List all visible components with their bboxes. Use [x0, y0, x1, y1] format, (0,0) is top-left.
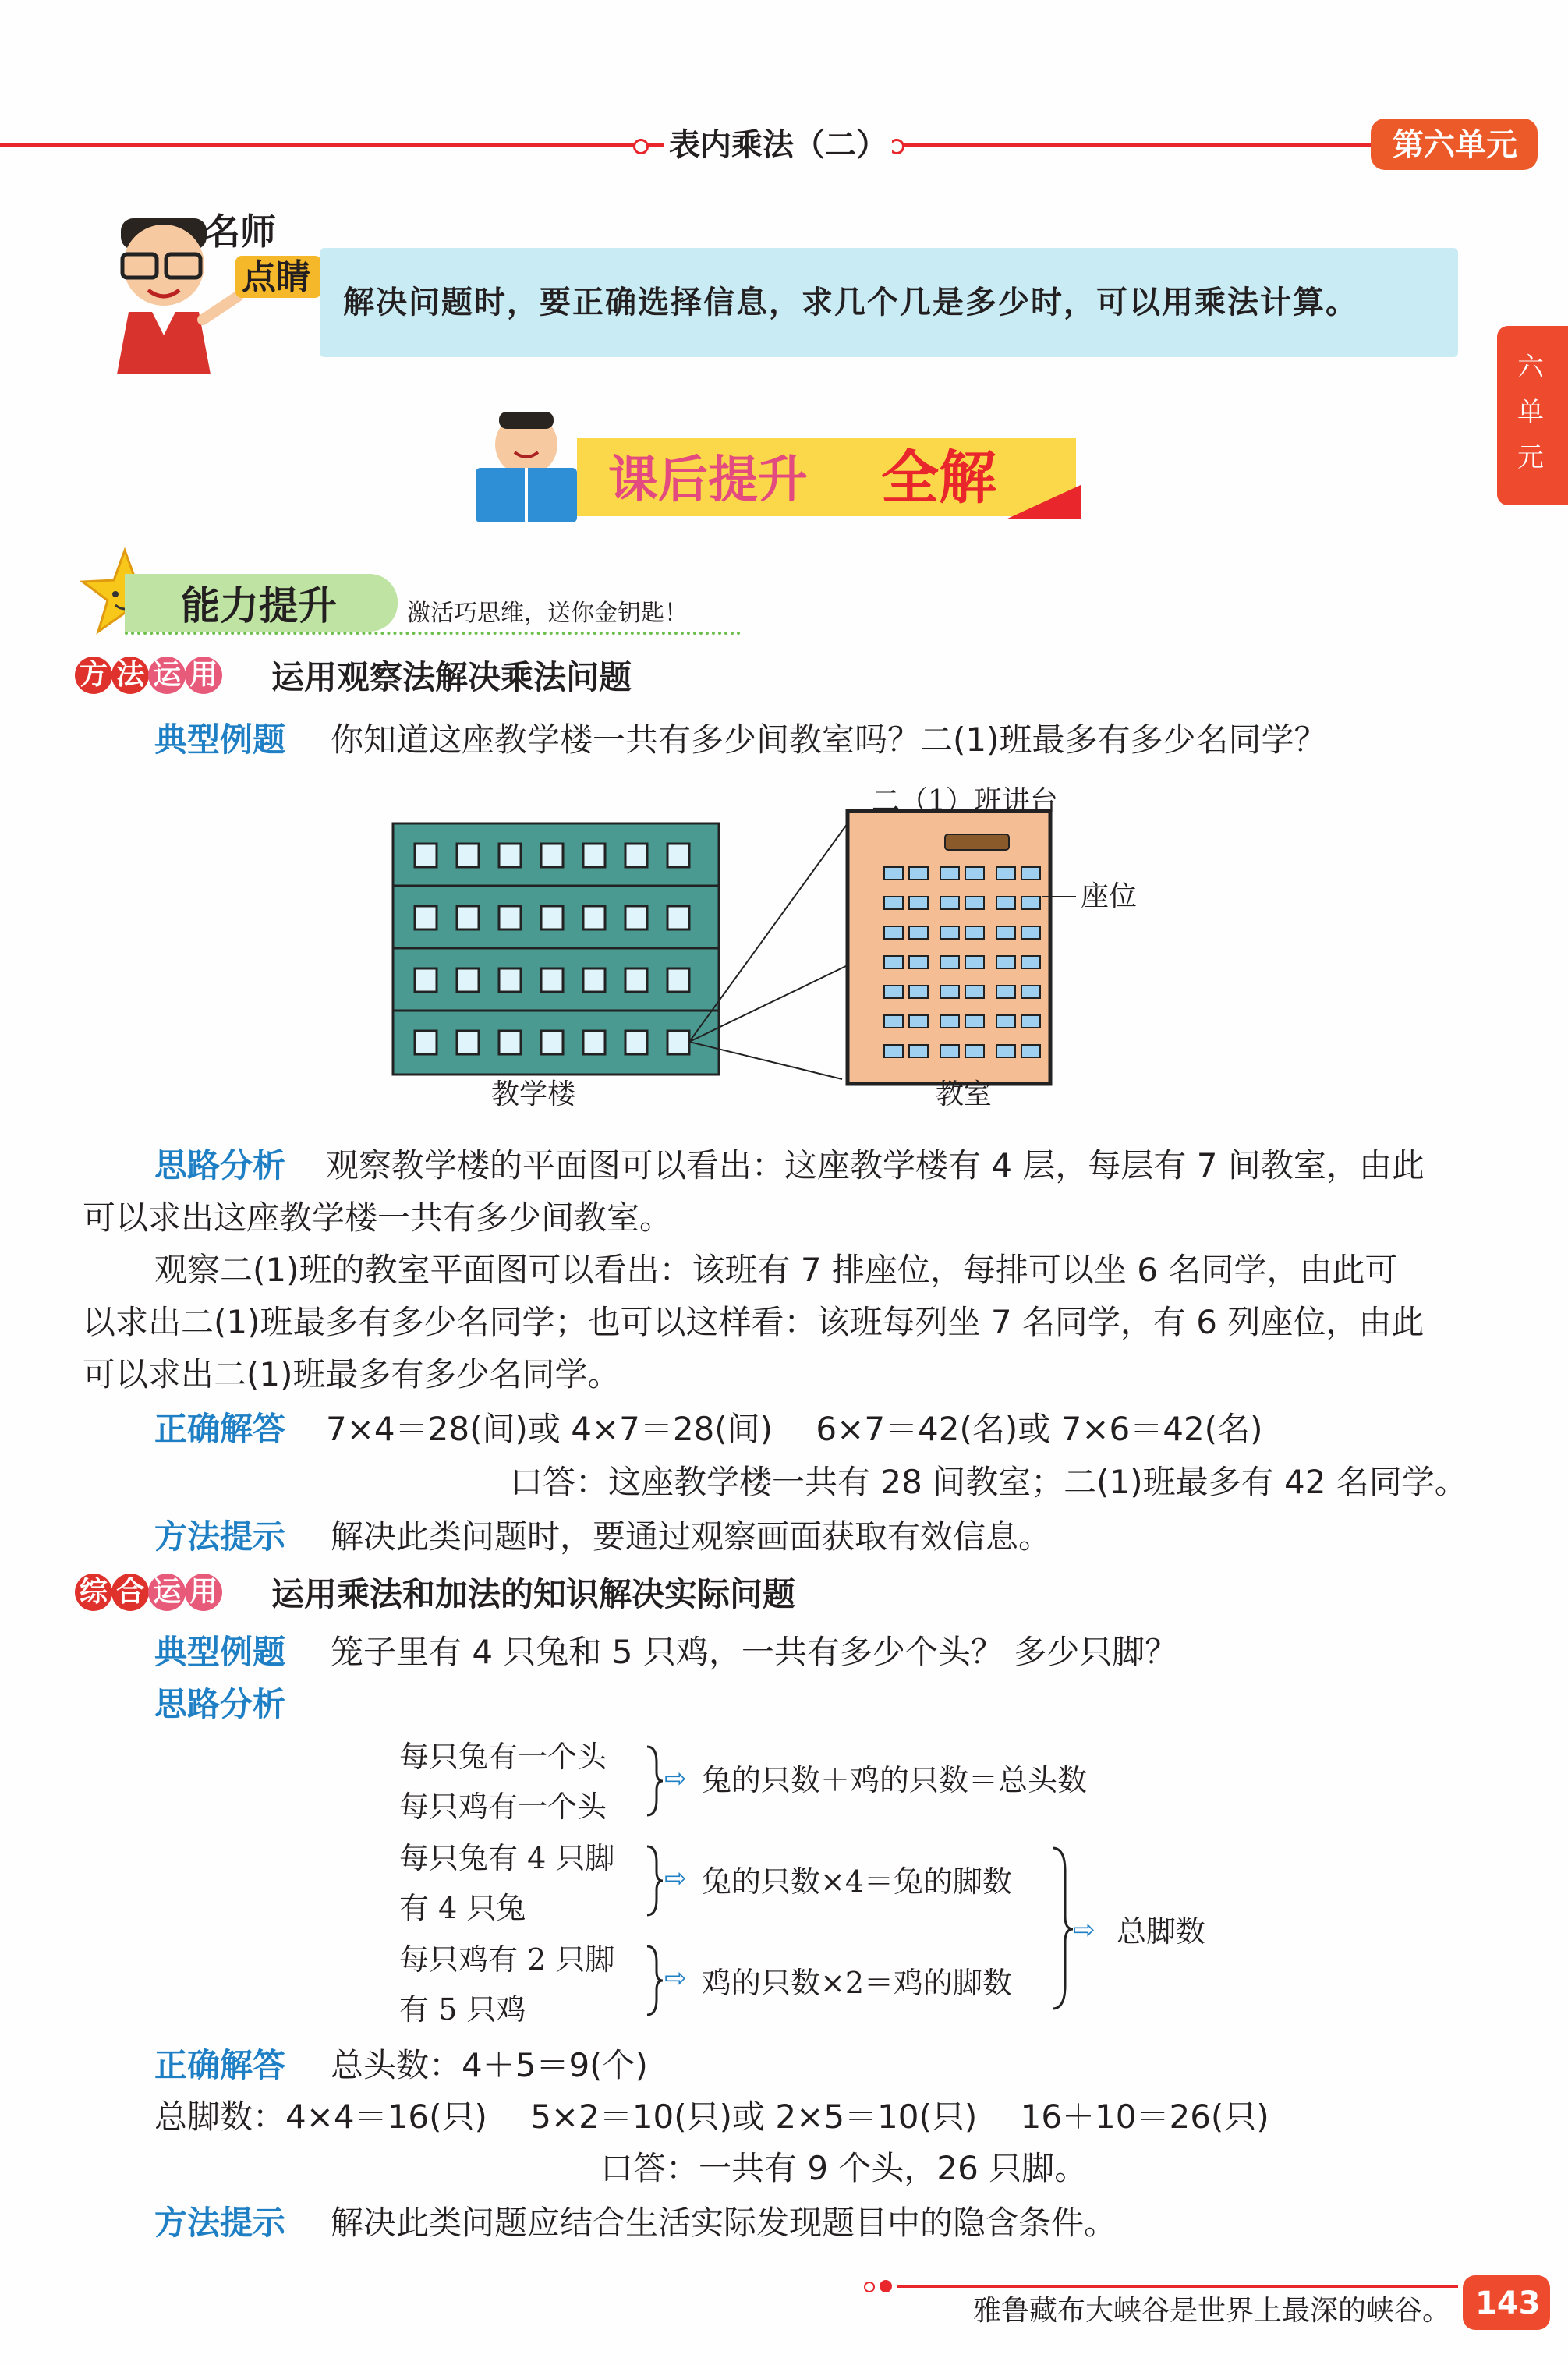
- part1-analysis-label: 思路分析: [154, 1146, 286, 1184]
- footer-dot: [864, 2282, 875, 2292]
- fig-seat-label: 座位: [1081, 880, 1138, 912]
- tip-text: 解决问题时，要正确选择信息，求几个几是多少时，可以用乘法计算。: [343, 284, 1358, 320]
- header-title: 表内乘法（二）: [664, 129, 892, 161]
- part2-answer-label: 正确解答: [154, 2046, 286, 2084]
- d-chicken-count: 有 5 只鸡: [399, 1992, 526, 2027]
- footer-fact: 雅鲁藏布大峡谷是世界上最深的峡谷。: [973, 2295, 1451, 2327]
- part1-answer-label: 正确解答: [154, 1410, 286, 1448]
- classroom-icon: [848, 811, 1050, 1084]
- part1-answer-text: 口答：这座教学楼一共有 28 间教室；二(1)班最多有 42 名同学。: [510, 1463, 1467, 1501]
- part1-analysis-p1a: 观察教学楼的平面图可以看出：这座教学楼有 4 层，每层有 7 间教室，由此: [326, 1146, 1425, 1184]
- unit-tab-label: 第六单元: [1393, 127, 1517, 163]
- part2-answer-line3: 口答：一共有 9 个头，26 只脚。: [600, 2149, 1088, 2187]
- comp-badge-char-1: 综: [75, 1574, 112, 1611]
- part1-example-text: 你知道这座教学楼一共有多少间教室吗？二(1)班最多有多少名同学？: [331, 720, 1327, 759]
- method-badge-char-2: 法: [111, 657, 149, 694]
- part1-analysis-p1b: 可以求出这座教学楼一共有多少间教室。: [83, 1198, 673, 1237]
- fig-podium-label: 二（1）班讲台: [872, 785, 1058, 817]
- d-rabbit-feet: 每只兔有 4 只脚: [399, 1841, 615, 1875]
- side-tab-char-2: 单: [1517, 397, 1544, 428]
- footer-rule: [897, 2285, 1458, 2288]
- comp-badge-char-4: 用: [185, 1574, 222, 1611]
- part1-analysis-p2c: 可以求出二(1)班最多有多少名同学。: [83, 1355, 621, 1393]
- tip-badge: [204, 211, 321, 299]
- d-total-feet: 总脚数: [1117, 1914, 1206, 1949]
- arrow-icon: ⇨: [664, 1763, 687, 1794]
- part1-method-text: 解决此类问题时，要通过观察画面获取有效信息。: [331, 1517, 1052, 1556]
- section-underline: [125, 632, 741, 635]
- arrow-icon: ⇨: [1073, 1914, 1095, 1945]
- d-chicken-feet: 每只鸡有 2 只脚: [399, 1942, 615, 1977]
- page-number: 143: [1475, 2285, 1541, 2321]
- method-badge-char-4: 用: [185, 657, 222, 694]
- part2-method-text: 解决此类问题应结合生活实际发现题目中的隐含条件。: [331, 2204, 1117, 2242]
- part2-analysis-label: 思路分析: [154, 1685, 286, 1723]
- section-subtitle: 激活巧思维，送你金钥匙！: [407, 600, 688, 627]
- d-chicken-head: 每只鸡有一个头: [399, 1790, 607, 1824]
- d-rabbit-head: 每只兔有一个头: [399, 1740, 607, 1774]
- d-rabbit-count: 有 4 只兔: [399, 1891, 526, 1925]
- fig-classroom-label: 教室: [936, 1078, 993, 1110]
- fig-building-label: 教学楼: [491, 1078, 576, 1110]
- building-icon: [393, 823, 719, 1075]
- footer-dot: [880, 2280, 892, 2292]
- section-title: 能力提升: [181, 583, 337, 628]
- part2-answer-line1: 总头数：4＋5＝9(个): [331, 2046, 648, 2084]
- school-figure: [382, 780, 1193, 1123]
- part2-method-label: 方法提示: [154, 2204, 286, 2242]
- banner-text-b: 全解: [881, 444, 996, 512]
- banner-text-a: 课后提升: [608, 451, 808, 509]
- method-badge-char-1: 方: [75, 657, 112, 694]
- part2-answer-line2: 总脚数：4×4＝16(只) 5×2＝10(只)或 2×5＝10(只) 16＋10＝26(只): [154, 2098, 1269, 2136]
- header-rule-dot-left: [633, 139, 649, 154]
- side-tab-char-1: 六: [1517, 352, 1544, 383]
- part1-analysis-p2a: 观察二(1)班的教室平面图可以看出：该班有 7 排座位，每排可以坐 6 名同学，由此可: [154, 1251, 1398, 1289]
- part1-example-label: 典型例题: [154, 720, 286, 759]
- arrow-icon: ⇨: [664, 1863, 687, 1894]
- d-head-result: 兔的只数＋鸡的只数＝总头数: [702, 1763, 1088, 1797]
- reading-kid-icon: [460, 405, 593, 530]
- method-badge-char-3: 运: [148, 657, 186, 694]
- comp-badge-char-3: 运: [148, 1574, 186, 1611]
- comp-badge-char-2: 合: [111, 1574, 149, 1611]
- part1-heading: 运用观察法解决乘法问题: [271, 658, 632, 696]
- part2-heading: 运用乘法和加法的知识解决实际问题: [271, 1575, 796, 1613]
- method-badge: [75, 657, 218, 697]
- tip-badge-line2: 点睛: [242, 257, 310, 297]
- part1-analysis-p2b: 以求出二(1)班最多有多少名同学；也可以这样看：该班每列坐 7 名同学，有 6 列座位，由此: [83, 1303, 1425, 1341]
- comprehensive-badge: [75, 1574, 218, 1614]
- d-rabbit-result: 兔的只数×4＝兔的脚数: [702, 1864, 1013, 1899]
- side-unit-tab: [1497, 326, 1568, 505]
- tip-badge-line1: 名师: [204, 211, 276, 253]
- banner-arrow: [1006, 485, 1081, 519]
- side-tab-char-3: 元: [1517, 442, 1544, 473]
- part1-method-label: 方法提示: [154, 1517, 286, 1556]
- d-chicken-result: 鸡的只数×2＝鸡的脚数: [702, 1966, 1013, 2000]
- part2-example-label: 典型例题: [154, 1633, 286, 1671]
- arrow-icon: ⇨: [664, 1963, 687, 1994]
- part1-answer-formula: 7×4＝28(间)或 4×7＝28(间) 6×7＝42(名)或 7×6＝42(名): [326, 1410, 1263, 1448]
- part2-example-text: 笼子里有 4 只兔和 5 只鸡，一共有多少个头？ 多少只脚？: [331, 1633, 1178, 1671]
